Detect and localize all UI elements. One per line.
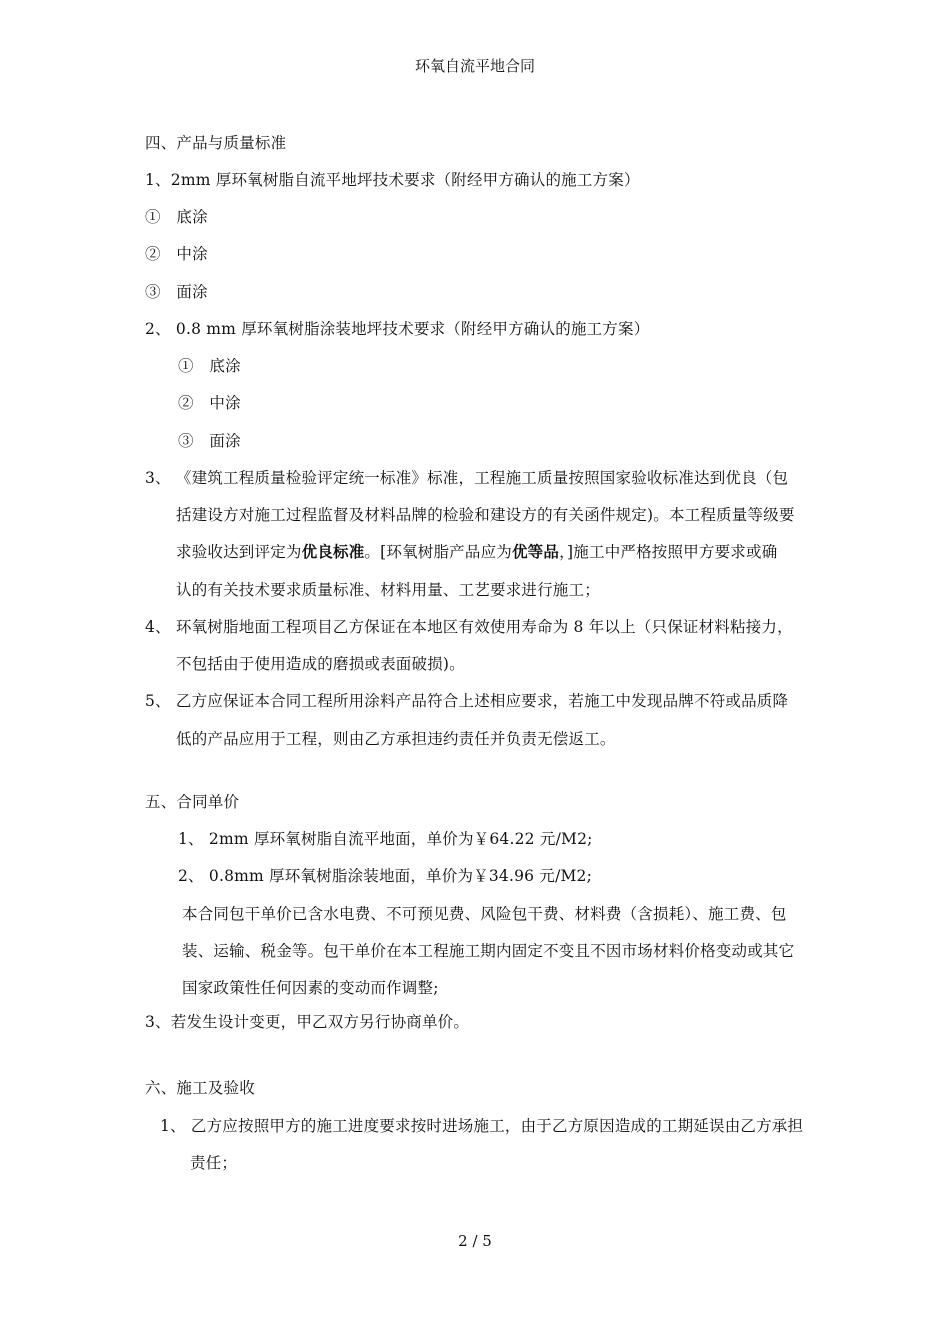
s4-item-3-text-e: ，]施工中严格按照甲方要求或确 — [559, 543, 778, 561]
page-header-title: 环氧自流平地合同 — [414, 57, 535, 75]
s4-item-1-sub-3: ③ 面涂 — [145, 283, 208, 301]
s5-item-3: 3、若发生设计变更，甲乙双方另行协商单价。 — [145, 1013, 470, 1031]
s4-item-3-line-1: 3、 《建筑工程质量检验评定统一标准》标准，工程施工质量按照国家验收标准达到优良（包 — [145, 469, 789, 487]
s4-item-3-text-c: 。[环氧树脂产品应为 — [364, 543, 512, 561]
quality-standard-bold: 优良标准 — [301, 542, 365, 561]
s4-item-3-line-2: 括建设方对施工过程监督及材料品牌的检验和建设方的有关函件规定)。本工程质量等级要 — [176, 506, 795, 524]
section-5-heading: 五、合同单价 — [145, 793, 240, 811]
product-grade-bold: 优等品 — [511, 542, 560, 561]
s4-item-3-text-a: 求验收达到评定为 — [176, 543, 302, 561]
s4-item-2: 2、 0.8 mm 厚环氧树脂涂装地坪技术要求（附经甲方确认的施工方案） — [145, 320, 650, 338]
s5-note-line-3: 国家政策性任何因素的变动而作调整; — [182, 979, 439, 997]
section-4-heading: 四、产品与质量标准 — [145, 134, 287, 152]
s5-item-1: 1、 2mm 厚环氧树脂自流平地面，单价为￥64.22 元/M2; — [178, 830, 593, 848]
s4-item-3-line-4: 认的有关技术要求质量标准、材料用量、工艺要求进行施工； — [176, 581, 600, 599]
s5-note-line-1: 本合同包干单价已含水电费、不可预见费、风险包干费、材料费（含损耗）、施工费、包 — [182, 905, 787, 923]
s4-item-5-line-2: 低的产品应用于工程，则由乙方承担违约责任并负责无偿返工。 — [176, 730, 616, 748]
s5-item-2: 2、 0.8mm 厚环氧树脂涂装地面，单价为￥34.96 元/M2; — [178, 867, 593, 885]
s4-item-4-line-2: 不包括由于使用造成的磨损或表面破损)。 — [176, 655, 465, 673]
s4-item-3-line-3 — [176, 541, 777, 563]
s4-item-1-sub-1: ① 底涂 — [145, 208, 208, 226]
s4-item-1-sub-2: ② 中涂 — [145, 245, 208, 263]
s4-item-4-line-1: 4、 环氧树脂地面工程项目乙方保证在本地区有效使用寿命为 8 年以上（只保证材料粘接力， — [145, 618, 793, 636]
s4-item-2-sub-3: ③ 面涂 — [178, 432, 241, 450]
page-number: 2 / 5 — [458, 1232, 492, 1250]
s4-item-5-line-1: 5、 乙方应保证本合同工程所用涂料产品符合上述相应要求，若施工中发现品牌不符或品质降 — [145, 692, 789, 710]
s4-item-1: 1、2mm 厚环氧树脂自流平地坪技术要求（附经甲方确认的施工方案） — [145, 171, 640, 189]
s6-item-1-line-1: 1、 乙方应按照甲方的施工进度要求按时进场施工，由于乙方原因造成的工期延误由乙方承担 — [160, 1117, 804, 1135]
s6-item-1-line-2: 责任； — [190, 1154, 238, 1172]
s4-item-2-sub-2: ② 中涂 — [178, 394, 241, 412]
s4-item-2-sub-1: ① 底涂 — [178, 357, 241, 375]
s5-note-line-2: 装、运输、税金等。包干单价在本工程施工期内固定不变且不因市场材料价格变动或其它 — [182, 942, 795, 960]
section-6-heading: 六、施工及验收 — [145, 1079, 255, 1097]
